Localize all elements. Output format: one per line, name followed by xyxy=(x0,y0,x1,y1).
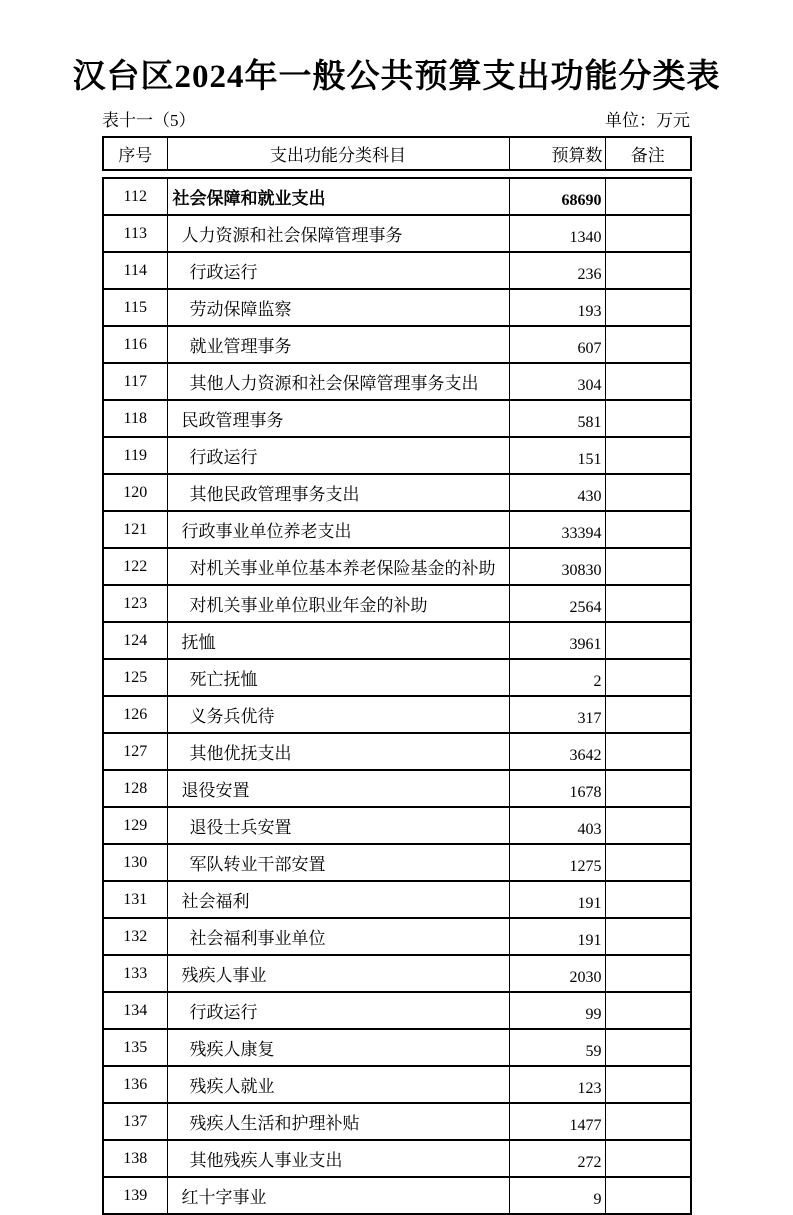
row-seq: 135 xyxy=(103,1029,167,1066)
row-seq: 114 xyxy=(103,252,167,289)
row-budget: 2564 xyxy=(509,585,605,622)
row-subject: 就业管理事务 xyxy=(167,326,509,363)
row-subject: 其他残疾人事业支出 xyxy=(167,1140,509,1177)
row-remark xyxy=(605,622,691,659)
row-budget: 317 xyxy=(509,696,605,733)
row-budget: 403 xyxy=(509,807,605,844)
row-budget: 2 xyxy=(509,659,605,696)
row-subject: 社会福利事业单位 xyxy=(167,918,509,955)
budget-table-body xyxy=(102,177,692,1215)
row-subject: 行政事业单位养老支出 xyxy=(167,511,509,548)
row-subject: 人力资源和社会保障管理事务 xyxy=(167,215,509,252)
row-budget: 99 xyxy=(509,992,605,1029)
row-subject: 对机关事业单位职业年金的补助 xyxy=(167,585,509,622)
row-subject: 其他优抚支出 xyxy=(167,733,509,770)
row-seq: 122 xyxy=(103,548,167,585)
row-remark xyxy=(605,955,691,992)
row-subject: 社会保障和就业支出 xyxy=(167,178,509,215)
row-remark xyxy=(605,437,691,474)
row-budget: 191 xyxy=(509,918,605,955)
row-seq: 136 xyxy=(103,1066,167,1103)
row-remark xyxy=(605,733,691,770)
row-remark xyxy=(605,1029,691,1066)
table-row xyxy=(103,1066,691,1103)
row-remark xyxy=(605,659,691,696)
row-remark xyxy=(605,696,691,733)
row-seq: 139 xyxy=(103,1177,167,1214)
row-budget: 607 xyxy=(509,326,605,363)
row-seq: 127 xyxy=(103,733,167,770)
table-row xyxy=(103,844,691,881)
row-seq: 113 xyxy=(103,215,167,252)
row-subject: 残疾人事业 xyxy=(167,955,509,992)
row-seq: 121 xyxy=(103,511,167,548)
row-subject: 行政运行 xyxy=(167,252,509,289)
row-budget: 1340 xyxy=(509,215,605,252)
row-subject: 劳动保障监察 xyxy=(167,289,509,326)
row-budget: 3961 xyxy=(509,622,605,659)
table-row xyxy=(103,807,691,844)
row-budget: 2030 xyxy=(509,955,605,992)
row-seq: 130 xyxy=(103,844,167,881)
row-subject: 对机关事业单位基本养老保险基金的补助 xyxy=(167,548,509,585)
meta-row xyxy=(102,106,690,131)
table-row xyxy=(103,511,691,548)
header-row xyxy=(103,137,691,170)
row-budget: 9 xyxy=(509,1177,605,1214)
row-seq: 124 xyxy=(103,622,167,659)
row-remark xyxy=(605,363,691,400)
column-header-remark: 备注 xyxy=(605,137,691,170)
row-budget: 272 xyxy=(509,1140,605,1177)
row-seq: 120 xyxy=(103,474,167,511)
row-remark xyxy=(605,474,691,511)
row-budget: 1275 xyxy=(509,844,605,881)
table-row xyxy=(103,1029,691,1066)
row-budget: 30830 xyxy=(509,548,605,585)
table-rows xyxy=(103,178,691,1214)
row-subject: 其他人力资源和社会保障管理事务支出 xyxy=(167,363,509,400)
row-subject: 民政管理事务 xyxy=(167,400,509,437)
row-budget: 3642 xyxy=(509,733,605,770)
row-seq: 126 xyxy=(103,696,167,733)
row-remark xyxy=(605,844,691,881)
row-seq: 129 xyxy=(103,807,167,844)
row-budget: 68690 xyxy=(509,178,605,215)
row-seq: 132 xyxy=(103,918,167,955)
table-row xyxy=(103,326,691,363)
row-budget: 236 xyxy=(509,252,605,289)
row-subject: 残疾人康复 xyxy=(167,1029,509,1066)
row-remark xyxy=(605,881,691,918)
row-subject: 社会福利 xyxy=(167,881,509,918)
table-row xyxy=(103,363,691,400)
row-subject: 红十字事业 xyxy=(167,1177,509,1214)
table-row xyxy=(103,733,691,770)
column-header-subject: 支出功能分类科目 xyxy=(167,137,509,170)
budget-sheet xyxy=(102,106,690,1215)
row-subject: 残疾人生活和护理补贴 xyxy=(167,1103,509,1140)
table-row xyxy=(103,178,691,215)
row-remark xyxy=(605,178,691,215)
row-budget: 59 xyxy=(509,1029,605,1066)
row-subject: 行政运行 xyxy=(167,437,509,474)
row-remark xyxy=(605,918,691,955)
row-budget: 1678 xyxy=(509,770,605,807)
row-seq: 134 xyxy=(103,992,167,1029)
table-row xyxy=(103,215,691,252)
table-row xyxy=(103,437,691,474)
row-remark xyxy=(605,1177,691,1214)
table-row xyxy=(103,622,691,659)
table-row xyxy=(103,400,691,437)
table-row xyxy=(103,1140,691,1177)
row-remark xyxy=(605,1066,691,1103)
table-row xyxy=(103,289,691,326)
row-seq: 123 xyxy=(103,585,167,622)
row-subject: 军队转业干部安置 xyxy=(167,844,509,881)
row-subject: 其他民政管理事务支出 xyxy=(167,474,509,511)
row-budget: 123 xyxy=(509,1066,605,1103)
row-subject: 退役安置 xyxy=(167,770,509,807)
row-seq: 118 xyxy=(103,400,167,437)
row-budget: 191 xyxy=(509,881,605,918)
row-remark xyxy=(605,252,691,289)
row-remark xyxy=(605,1140,691,1177)
table-row xyxy=(103,252,691,289)
table-row xyxy=(103,992,691,1029)
table-row xyxy=(103,770,691,807)
row-budget: 193 xyxy=(509,289,605,326)
row-subject: 义务兵优待 xyxy=(167,696,509,733)
table-row xyxy=(103,659,691,696)
row-seq: 112 xyxy=(103,178,167,215)
row-budget: 33394 xyxy=(509,511,605,548)
row-budget: 430 xyxy=(509,474,605,511)
row-remark xyxy=(605,289,691,326)
row-subject: 行政运行 xyxy=(167,992,509,1029)
row-subject: 残疾人就业 xyxy=(167,1066,509,1103)
row-budget: 304 xyxy=(509,363,605,400)
row-subject: 抚恤 xyxy=(167,622,509,659)
table-row xyxy=(103,585,691,622)
table-row xyxy=(103,918,691,955)
unit-label: 单位：万元 xyxy=(605,111,690,130)
row-remark xyxy=(605,548,691,585)
row-seq: 128 xyxy=(103,770,167,807)
row-seq: 137 xyxy=(103,1103,167,1140)
table-row xyxy=(103,1177,691,1214)
row-remark xyxy=(605,400,691,437)
row-remark xyxy=(605,585,691,622)
row-remark xyxy=(605,511,691,548)
row-seq: 138 xyxy=(103,1140,167,1177)
row-budget: 581 xyxy=(509,400,605,437)
row-seq: 115 xyxy=(103,289,167,326)
row-seq: 133 xyxy=(103,955,167,992)
row-subject: 死亡抚恤 xyxy=(167,659,509,696)
budget-table-header xyxy=(102,136,692,171)
table-row xyxy=(103,881,691,918)
row-seq: 125 xyxy=(103,659,167,696)
row-remark xyxy=(605,807,691,844)
row-remark xyxy=(605,326,691,363)
table-row xyxy=(103,696,691,733)
column-header-budget: 预算数 xyxy=(509,137,605,170)
row-budget: 1477 xyxy=(509,1103,605,1140)
table-number-label: 表十一（5） xyxy=(102,111,196,130)
row-remark xyxy=(605,992,691,1029)
column-header-seq: 序号 xyxy=(103,137,167,170)
row-subject: 退役士兵安置 xyxy=(167,807,509,844)
row-remark xyxy=(605,770,691,807)
row-seq: 117 xyxy=(103,363,167,400)
table-row xyxy=(103,474,691,511)
page-title: 汉台区2024年一般公共预算支出功能分类表 xyxy=(72,59,721,95)
row-remark xyxy=(605,215,691,252)
row-seq: 116 xyxy=(103,326,167,363)
row-budget: 151 xyxy=(509,437,605,474)
table-row xyxy=(103,548,691,585)
table-row xyxy=(103,955,691,992)
row-seq: 131 xyxy=(103,881,167,918)
row-seq: 119 xyxy=(103,437,167,474)
